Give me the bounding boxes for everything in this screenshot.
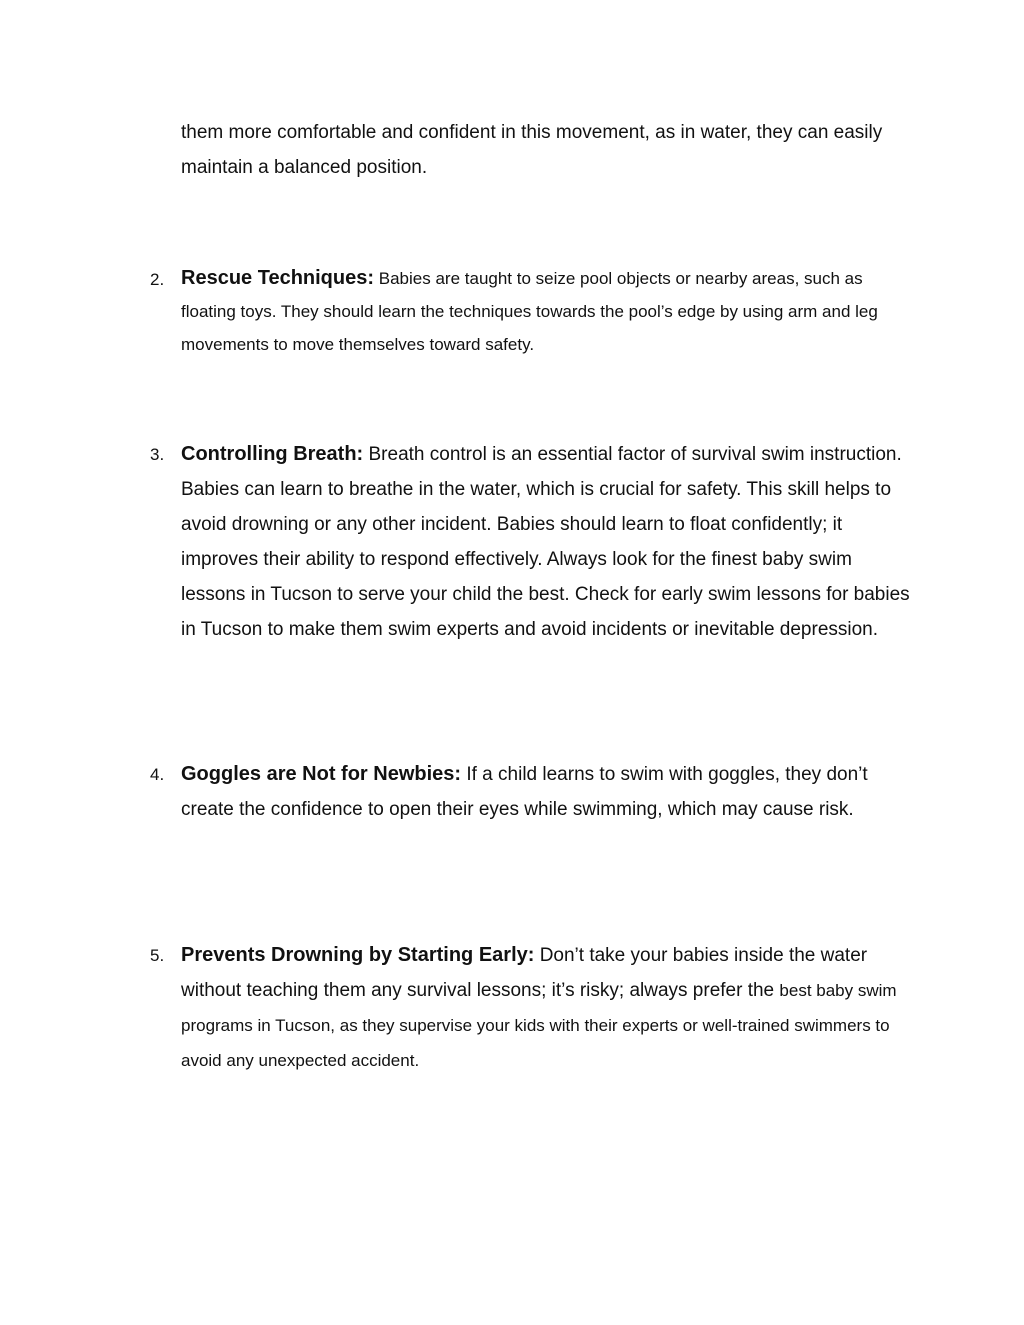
list-number: 4.	[150, 765, 165, 784]
list-item-heading: Rescue Techniques:	[181, 267, 375, 289]
list-number: 2.	[150, 270, 165, 289]
list-item-heading: Prevents Drowning by Starting Early:	[181, 944, 535, 966]
list-item-body: Babies are taught to seize pool objects or nearby areas, such as floating toys. They should learn the techniques towards the pool’s edge by using arm and leg movements to move themselves toward safety.	[181, 269, 878, 354]
list-item-text	[181, 938, 911, 1078]
list-item-body: If a child learns to swim with goggles, they don’t create the confidence to open their eyes while swimming, which may cause risk.	[181, 764, 868, 820]
list-item-text	[181, 757, 911, 827]
list-number: 3.	[150, 445, 165, 464]
continuation-paragraph: them more comfortable and confident in this movement, as in water, they can easily maintain a balanced position.	[181, 122, 883, 178]
list-item-body-small: best baby swim programs in Tucson, as they supervise your kids with their experts or well-trained swimmers to avoid any unexpected accident.	[181, 981, 897, 1070]
list-item-body: Don’t take your babies inside the water without teaching them any survival lessons; it’s risky; always prefer the	[181, 945, 868, 1001]
list-item-body: Breath control is an essential factor of survival swim instruction. Babies can learn to breathe in the water, which is crucial for safety. This skill helps to avoid drowning or any other incident. Babies should learn to float confidently; it improves their ability to respond effectively. Always look for the finest baby swim lessons in Tucson to serve your child the best. Check for early swim lessons for babies in Tucson to make them swim experts and avoid incidents or inevitable depression.	[181, 444, 910, 640]
list-item-heading: Controlling Breath:	[181, 443, 364, 465]
list-item-heading: Goggles are Not for Newbies:	[181, 763, 462, 785]
list-item-text	[181, 437, 911, 647]
list-number: 5.	[150, 946, 165, 965]
list-item-text	[181, 262, 911, 361]
